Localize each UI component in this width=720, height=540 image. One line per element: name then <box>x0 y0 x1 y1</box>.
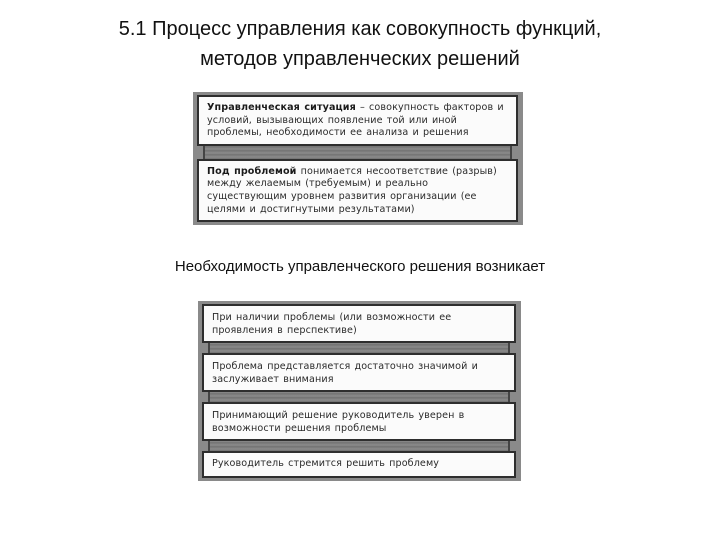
definition-text: – совокупность факторов и условий, вызывающих появление той или иной проблемы, необходимости ее анализа и решения <box>207 102 504 139</box>
page-title <box>40 14 680 74</box>
definition-term: Управленческая ситуация <box>207 102 356 113</box>
definition-text: понимается несоответствие (разрыв) между желаемым (требуемым) и реально существующим уровнем развития организации (ее целями и достигнутыми результатами) <box>207 165 497 215</box>
title-line-2: методов управленческих решений <box>200 48 520 70</box>
divider-band <box>208 441 510 451</box>
section-subheading: Необходимость управленческого решения возникает <box>174 258 546 275</box>
title-line-1: 5.1 Процесс управления как совокупность функций, <box>118 18 602 40</box>
condition-card: Проблема представляется достаточно значимой и заслуживает внимания <box>202 353 516 392</box>
condition-card: Принимающий решение руководитель уверен в возможности решения проблемы <box>202 402 516 441</box>
definition-card-situation <box>197 95 518 146</box>
divider-band <box>208 392 510 402</box>
definition-card-problem <box>197 159 518 222</box>
divider-band <box>208 343 510 353</box>
condition-card: Руководитель стремится решить проблему <box>202 451 516 478</box>
condition-card: При наличии проблемы (или возможности ее проявления в перспективе) <box>202 304 516 343</box>
definitions-figure <box>193 92 523 225</box>
conditions-figure <box>198 301 521 481</box>
divider-band <box>203 146 512 159</box>
definition-term: Под проблемой <box>207 165 297 177</box>
